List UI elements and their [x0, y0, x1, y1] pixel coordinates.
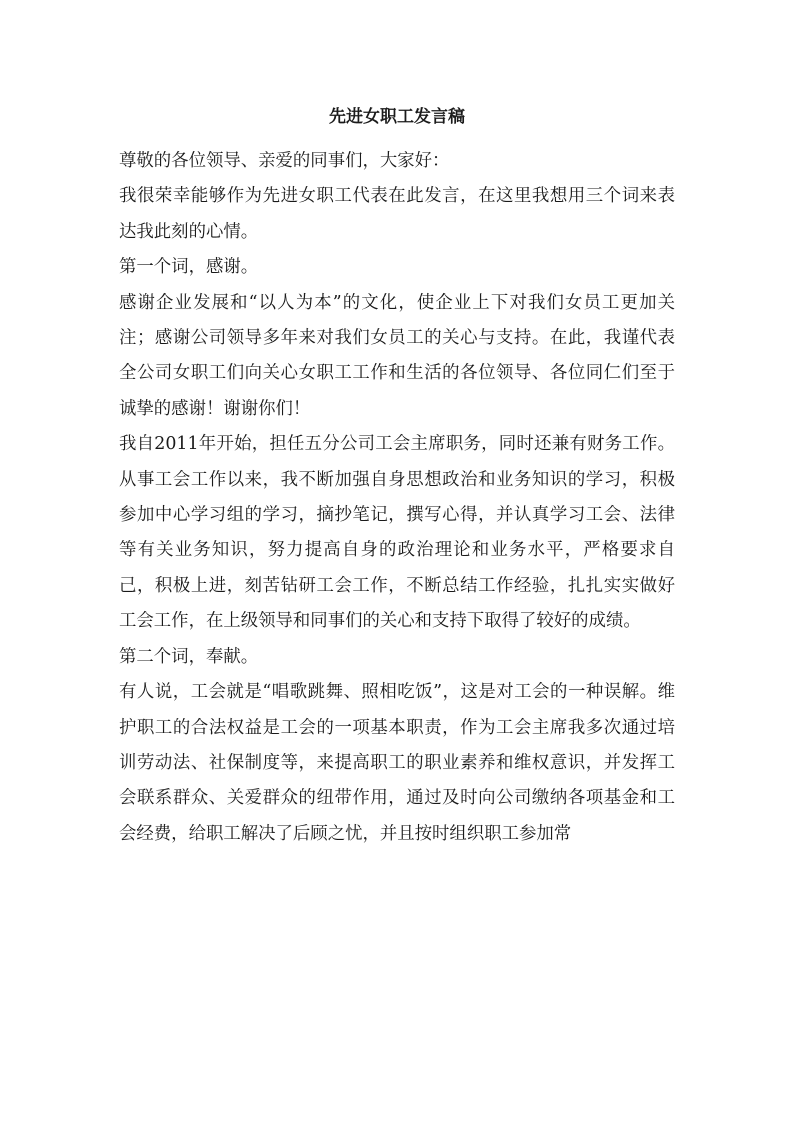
paragraph-thanks: 感谢企业发展和“以人为本”的文化，使企业上下对我们女员工更加关注；感谢公司领导多年来对我们女员工的关心与支持。在此，我谨代表全公司女职工们向关心女职工工作和生活的各位领导、各位同仁们至于诚挚的感谢！谢谢你们！ [119, 292, 675, 419]
paragraph-work: 我自2011年开始，担任五分公司工会主席职务，同时还兼有财务工作。从事工会工作以来，我不断加强自身思想政治和业务知识的学习，积极参加中心学习组的学习，摘抄笔记，撰写心得，并认真学习工会、法律等有关业务知识，努力提高自身的政治理论和业务水平，严格要求自己，积极上进，刻苦钻研工会工作，不断总结工作经验，扎扎实实做好工会工作，在上级领导和同事们的关心和支持下取得了较好的成绩。 [119, 434, 675, 632]
section-heading-thanks: 第一个词，感谢。 [119, 257, 259, 278]
page-title: 先进女职工发言稿 [329, 107, 465, 127]
document-body [119, 144, 675, 852]
paragraph-dedication: 有人说，工会就是“唱歌跳舞、照相吃饭”，这是对工会的一种误解。维护职工的合法权益是工会的一项基本职责，作为工会主席我多次通过培训劳动法、社保制度等，来提高职工的职业素养和维权意识，并发挥工会联系群众、关爱群众的纽带作用，通过及时向公司缴纳各项基金和工会经费，给职工解决了后顾之忧，并且按时组织职工参加常 [119, 682, 675, 844]
paragraph-intro: 我很荣幸能够作为先进女职工代表在此发言，在这里我想用三个词来表达我此刻的心情。 [119, 186, 675, 242]
paragraph-greeting: 尊敬的各位领导、亲爱的同事们，大家好： [119, 151, 450, 171]
section-heading-dedication: 第二个词，奉献。 [119, 646, 259, 667]
